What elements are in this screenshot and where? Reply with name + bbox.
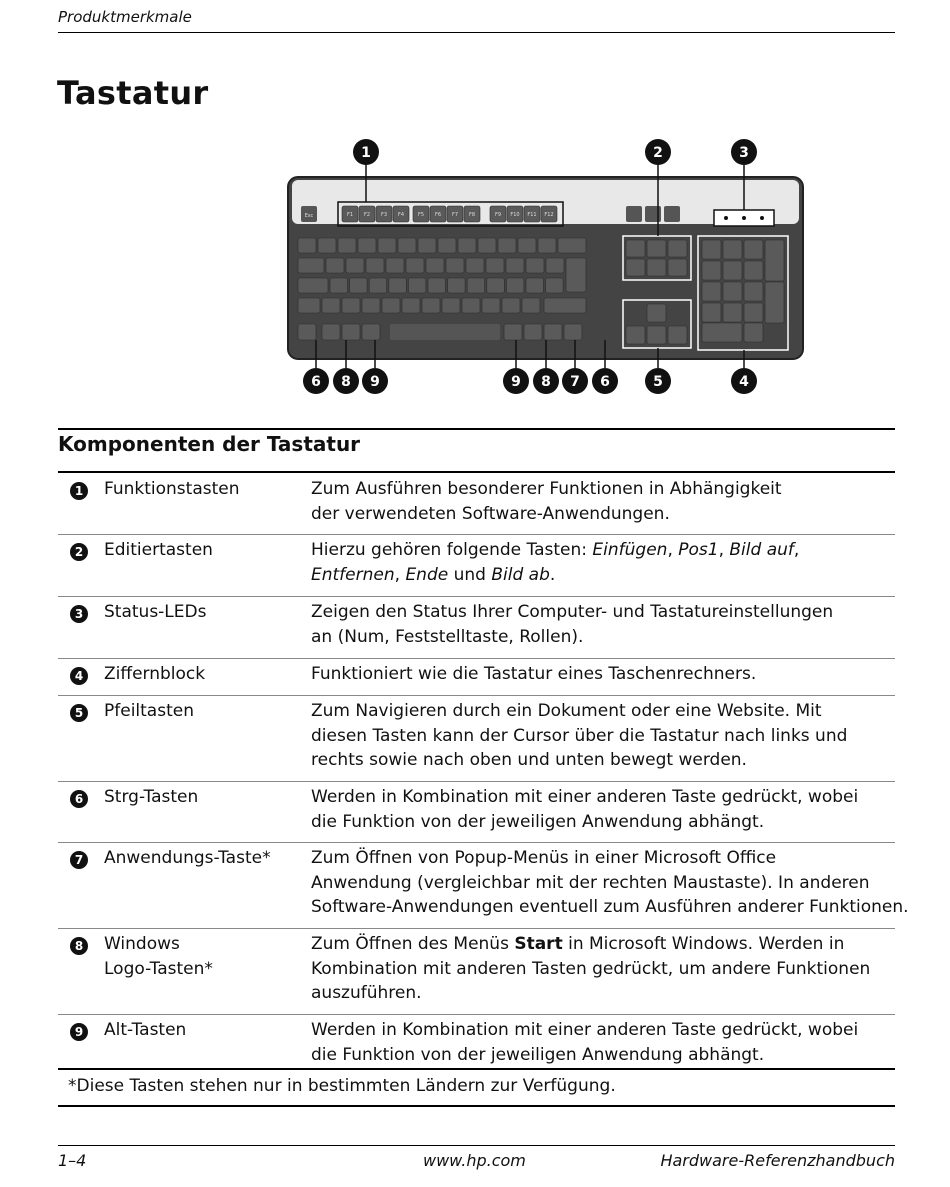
callout-number: 3 [70, 605, 88, 623]
pause-key [664, 206, 680, 222]
key [544, 324, 562, 340]
component-description: Zum Navigieren durch ein Dokument oder eine Website. Mit diesen Tasten kann der Cursor über die Tastatur nach links und rechts sowie nach oben und unten bewegt werden. [311, 701, 848, 770]
component-description: Werden in Kombination mit einer anderen Taste gedrückt, wobei die Funktion von der jeweiligen Anwendung abhängt. [311, 787, 859, 832]
key-label: F12 [544, 212, 554, 218]
key [462, 298, 480, 313]
footer-url: www.hp.com [423, 1151, 526, 1170]
table-row [58, 696, 895, 782]
key [498, 238, 516, 253]
component-description: Funktioniert wie die Tastatur eines Taschenrechners. [311, 664, 757, 684]
key [522, 298, 540, 313]
key [446, 258, 464, 273]
key [448, 278, 466, 293]
callout-bottom-label: 6 [600, 374, 610, 390]
key [765, 282, 784, 323]
key [626, 259, 645, 276]
key [322, 298, 340, 313]
components-table [58, 474, 909, 1075]
component-description: Werden in Kombination mit einer anderen Taste gedrückt, wobei die Funktion von der jeweiligen Anwendung abhängt. [311, 1020, 859, 1065]
callout-bottom-label: 8 [341, 374, 351, 390]
key [647, 304, 666, 322]
table-row [58, 659, 895, 696]
key [358, 238, 376, 253]
component-name: Anwendungs-Taste* [104, 848, 271, 868]
key [518, 238, 536, 253]
led-caps [742, 216, 746, 220]
callout-bottom-label: 4 [739, 374, 749, 390]
key [398, 238, 416, 253]
key [502, 298, 520, 313]
callout-number: 9 [70, 1023, 88, 1041]
led-num [724, 216, 728, 220]
key [723, 261, 742, 280]
callout-number: 8 [70, 937, 88, 955]
component-name: Strg-Tasten [104, 787, 199, 807]
key [546, 278, 564, 293]
footer-rule [58, 1145, 895, 1146]
key [723, 282, 742, 301]
key [330, 278, 348, 293]
key [369, 278, 387, 293]
table-row [58, 1015, 895, 1075]
key [744, 303, 763, 322]
callout-bottom-label: 9 [511, 374, 521, 390]
key [544, 298, 586, 313]
key [298, 298, 320, 313]
callout-bottom-label: 8 [541, 374, 551, 390]
key [342, 298, 360, 313]
page-number: 1–4 [58, 1151, 87, 1170]
component-name: Windows Logo-Tasten* [104, 934, 213, 979]
key [702, 261, 721, 280]
key [442, 298, 460, 313]
keyboard-illustration [268, 132, 808, 402]
callout-number: 7 [70, 851, 88, 869]
key [422, 298, 440, 313]
callout-top-label: 1 [361, 145, 371, 161]
callout-top-label: 3 [739, 145, 749, 161]
key [466, 258, 484, 273]
key [566, 258, 586, 292]
key [366, 258, 384, 273]
key [418, 238, 436, 253]
key [346, 258, 364, 273]
component-description: Hierzu gehören folgende Tasten: Einfügen, Pos1, Bild auf, Entfernen, Ende und Bild ab. [311, 540, 800, 585]
space-bar [390, 324, 500, 340]
key [526, 258, 544, 273]
callout-bottom-label: 6 [311, 374, 321, 390]
key [558, 238, 586, 253]
table-row [58, 782, 895, 843]
key [668, 326, 687, 344]
key [702, 323, 742, 342]
key [668, 259, 687, 276]
section-rule-bottom [58, 471, 895, 473]
key-label: F4 [397, 212, 405, 218]
page-title: Tastatur [57, 74, 209, 112]
callout-bottom-label: 7 [570, 374, 580, 390]
section-title: Komponenten der Tastatur [58, 432, 361, 456]
key-label: F11 [527, 212, 537, 218]
key [298, 238, 316, 253]
key-label: F10 [510, 212, 520, 218]
callout-top-label: 2 [653, 145, 663, 161]
component-description: Zum Ausführen besonderer Funktionen in Abhängigkeit der verwendeten Software-Anwendungen. [311, 479, 782, 524]
table-row [58, 929, 895, 1015]
key [382, 298, 400, 313]
callout-bottom-label: 5 [653, 374, 663, 390]
key [723, 240, 742, 259]
key [428, 278, 446, 293]
key-label: F5 [417, 212, 425, 218]
print-key [626, 206, 642, 222]
key [438, 238, 456, 253]
key [626, 326, 645, 344]
key [318, 238, 336, 253]
component-name: Status-LEDs [104, 602, 207, 622]
key [564, 324, 582, 340]
keyboard-figure [268, 132, 808, 402]
key [626, 240, 645, 257]
key [362, 298, 380, 313]
table-row [58, 597, 895, 659]
key [322, 324, 340, 340]
key [546, 258, 564, 273]
key [702, 303, 721, 322]
key [362, 324, 380, 340]
key-label: F8 [468, 212, 476, 218]
key [504, 324, 522, 340]
header-rule [58, 32, 895, 33]
key [526, 278, 544, 293]
key [524, 324, 542, 340]
running-header: Produktmerkmale [58, 8, 192, 26]
callout-bottom-label: 9 [370, 374, 380, 390]
component-description: Zum Öffnen von Popup-Menüs in einer Microsoft Office Anwendung (vergleichbar mit der rechten Maustaste). In anderen Software-Anwendungen eventuell zum Ausführen anderer Funktionen. [311, 848, 909, 917]
key [744, 282, 763, 301]
callout-number: 1 [70, 482, 88, 500]
component-description: Zeigen den Status Ihrer Computer- und Tastatureinstellungen an (Num, Feststelltaste, Rollen). [311, 602, 834, 647]
key-label: F2 [363, 212, 371, 218]
key [467, 278, 485, 293]
key [702, 282, 721, 301]
key [338, 238, 356, 253]
table-row [58, 843, 909, 929]
component-name: Ziffernblock [104, 664, 206, 684]
key [350, 278, 368, 293]
key [402, 298, 420, 313]
book-title: Hardware-Referenzhandbuch [660, 1151, 895, 1170]
section-rule-top [58, 428, 895, 430]
footnote-text: *Diese Tasten stehen nur in bestimmten Ländern zur Verfügung. [68, 1076, 616, 1096]
key [298, 258, 324, 273]
key [647, 326, 666, 344]
key [482, 298, 500, 313]
component-name: Funktionstasten [104, 479, 240, 499]
key [723, 303, 742, 322]
key [668, 240, 687, 257]
callout-number: 5 [70, 704, 88, 722]
key [298, 324, 316, 340]
key [486, 258, 504, 273]
key-label: F9 [494, 212, 502, 218]
led-scroll [760, 216, 764, 220]
table-row [58, 474, 895, 535]
key [538, 238, 556, 253]
key [458, 238, 476, 253]
key [702, 240, 721, 259]
key [744, 240, 763, 259]
component-name: Editiertasten [104, 540, 213, 560]
component-name: Pfeiltasten [104, 701, 194, 721]
key [378, 238, 396, 253]
key-label: F7 [451, 212, 459, 218]
key [744, 323, 763, 342]
key [478, 238, 496, 253]
callout-number: 2 [70, 543, 88, 561]
key-label: F6 [434, 212, 442, 218]
key [765, 240, 784, 281]
key [647, 240, 666, 257]
esc-key-label: Esc [304, 213, 314, 219]
key [744, 261, 763, 280]
key [487, 278, 505, 293]
key [298, 278, 328, 293]
key-label: F3 [380, 212, 388, 218]
component-name: Alt-Tasten [104, 1020, 187, 1040]
key-label: F1 [346, 212, 354, 218]
function-keys [342, 206, 557, 222]
key [326, 258, 344, 273]
table-row [58, 535, 895, 597]
key [647, 259, 666, 276]
key [506, 258, 524, 273]
callout-number: 4 [70, 667, 88, 685]
component-description: Zum Öffnen des Menüs Start in Microsoft Windows. Werden in Kombination mit anderen Tasten gedrückt, um andere Funktionen auszuführen. [311, 934, 871, 1003]
key [426, 258, 444, 273]
footnote [58, 1068, 895, 1107]
key [408, 278, 426, 293]
key [506, 278, 524, 293]
key [342, 324, 360, 340]
callout-number: 6 [70, 790, 88, 808]
key [389, 278, 407, 293]
key [386, 258, 404, 273]
key [406, 258, 424, 273]
